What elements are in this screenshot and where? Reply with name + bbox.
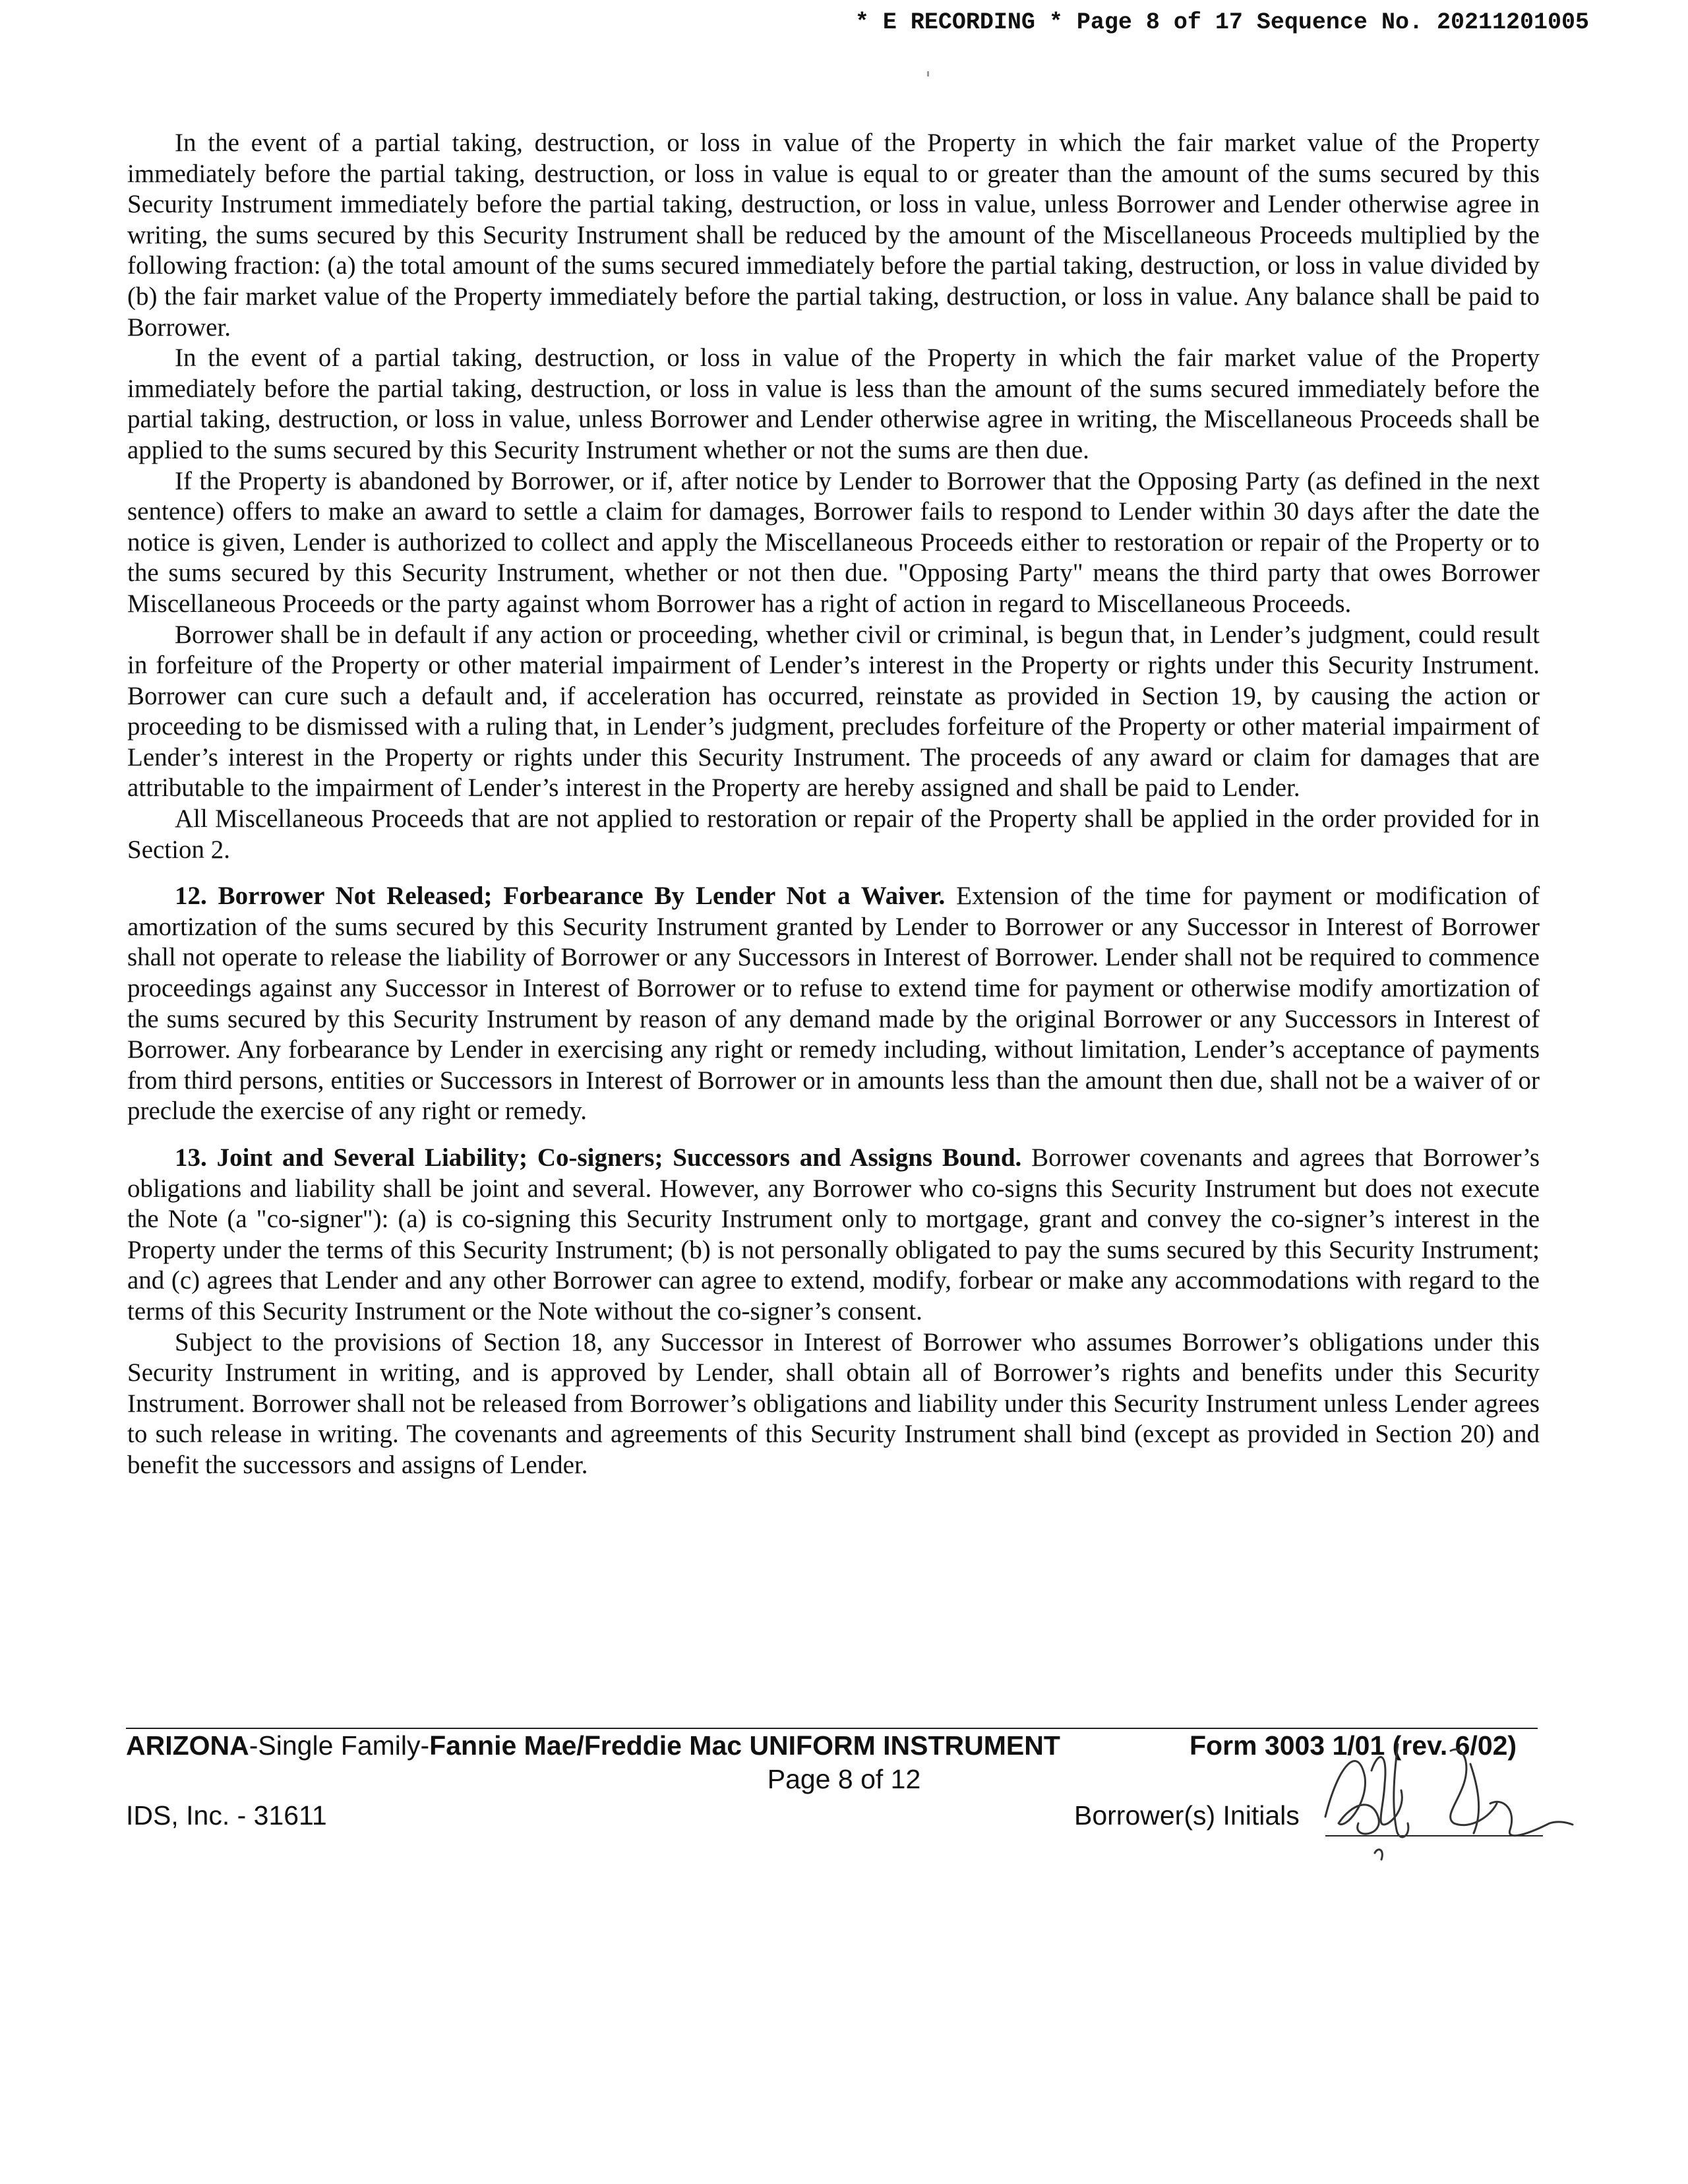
footer-family: -Single Family-	[249, 1730, 430, 1761]
paragraph-partial-taking-equal: In the event of a partial taking, destruction, or loss in value of the Property in which the fair market value of the Property immediately before the partial taking, destruction, or loss in value is equal to or greater than the amount of the sums secured by this Security Instrument immediately before the partial taking, destruction, or loss in value, unless Borrower and Lender otherwise agree in writing, the sums secured by this Security Instrument shall be reduced by the amount of the Miscellaneous Proceeds multiplied by the following fraction: (a) the total amount of the sums secured immediately before the partial taking, destruction, or loss in value divided by (b) the fair market value of the Property immediately before the partial taking, destruction, or loss in value. Any balance shall be paid to Borrower.	[127, 129, 1540, 342]
section-13	[127, 1143, 1540, 1327]
scan-mark	[927, 71, 929, 76]
footer-form-number: Form 3003 1/01 (rev. 6/02)	[1190, 1730, 1517, 1761]
initials-stroke-7	[1375, 1850, 1382, 1860]
footer-state: ARIZONA	[126, 1730, 249, 1761]
section-12	[127, 881, 1540, 1127]
footer-instrument: Fannie Mae/Freddie Mac UNIFORM INSTRUMENT	[429, 1730, 1060, 1761]
section-13-heading: 13. Joint and Several Liability; Co-signers; Successors and Assigns Bound.	[175, 1143, 1022, 1172]
footer-instrument-title	[126, 1730, 1060, 1761]
initials-stroke-6	[1490, 1802, 1573, 1835]
paragraph-abandonment: If the Property is abandoned by Borrower, or if, after notice by Lender to Borrower that the Opposing Party (as defined in the next sentence) offers to make an award to settle a claim for damages, Borrower fails to respond to Lender within 30 days after the date the notice is given, Lender is authorized to collect and apply the Miscellaneous Proceeds either to restoration or repair of the Property or to the sums secured by this Security Instrument, whether or not then due. "Opposing Party" means the third party that owes Borrower Miscellaneous Proceeds or the party against whom Borrower has a right of action in regard to Miscellaneous Proceeds.	[127, 466, 1540, 618]
section-12-body: Extension of the time for payment or modification of amortization of the sums secured by this Security Instrument granted by Lender to Borrower or any Successor in Interest of Borrower shall not operate to release the liability of Borrower or any Successors in Interest of Borrower. Lender shall not be required to commence proceedings against any Successor in Interest of Borrower or to refuse to extend time for payment or otherwise modify amortization of the sums secured by this Security Instrument by reason of any demand made by the original Borrower or any Successors in Interest of Borrower. Any forbearance by Lender in exercising any right or remedy including, without limitation, Lender’s acceptance of payments from third persons, entities or Successors in Interest of Borrower or in amounts less than the amount then due, shall not be a waiver of or preclude the exercise of any right or remedy.	[127, 882, 1540, 1126]
paragraph-default: Borrower shall be in default if any action or proceeding, whether civil or criminal, is begun that, in Lender’s judgment, could result in forfeiture of the Property or other material impairment of Lender’s interest in the Property or rights under this Security Instrument. Borrower can cure such a default and, if acceleration has occurred, reinstate as provided in Section 19, by causing the action or proceeding to be dismissed with a ruling that, in Lender’s judgment, precludes forfeiture of the Property or other material impairment of Lender’s interest in the Property or rights under this Security Instrument. The proceeds of any award or claim for damages that are attributable to the impairment of Lender’s interest in the Property are hereby assigned and shall be paid to Lender.	[127, 620, 1540, 803]
initials-stroke-2	[1372, 1757, 1402, 1825]
initials-stroke-1	[1325, 1761, 1379, 1834]
paragraph-partial-taking-less: In the event of a partial taking, destruction, or loss in value of the Property in which the fair market value of the Property immediately before the partial taking, destruction, or loss in value is less than the amount of the sums secured immediately before the partial taking, destruction, or loss in value, unless Borrower and Lender otherwise agree in writing, the Miscellaneous Proceeds shall be applied to the sums secured by this Security Instrument whether or not the sums are then due.	[127, 344, 1540, 464]
paragraph-misc-proceeds: All Miscellaneous Proceeds that are not applied to restoration or repair of the Property shall be applied in the order provided for in Section 2.	[127, 804, 1540, 864]
borrower-initials-label: Borrower(s) Initials	[1074, 1800, 1300, 1831]
handwritten-initials	[1312, 1724, 1576, 1863]
initials-stroke-4	[1451, 1749, 1497, 1825]
footer-page-number: Page 8 of 12	[767, 1764, 921, 1794]
footer-ids: IDS, Inc. - 31611	[126, 1800, 327, 1831]
paragraph-successors: Subject to the provisions of Section 18, any Successor in Interest of Borrower who assumes Borrower’s obligations under this Security Instrument in writing, and is approved by Lender, shall obtain all of Borrower’s rights and benefits under this Security Instrument. Borrower shall not be released from Borrower’s obligations and liability under this Security Instrument unless Lender agrees to such release in writing. The covenants and agreements of this Security Instrument shall bind (except as provided in Section 20) and benefit the successors and assigns of Lender.	[127, 1327, 1540, 1479]
document-body	[127, 128, 1540, 1481]
recording-header: * E RECORDING * Page 8 of 17 Sequence No. 20211201005	[855, 9, 1589, 36]
section-13-body: Borrower covenants and agrees that Borrower’s obligations and liability shall be joint and several. However, any Borrower who co-signs this Security Instrument but does not execute the Note (a "co-signer"): (a) is co-signing this Security Instrument only to mortgage, grant and convey the co-signer’s interest in the Property under the terms of this Security Instrument; (b) is not personally obligated to pay the sums secured by this Security Instrument; and (c) agrees that Lender and any other Borrower can agree to extend, modify, forbear or make any accommodations with regard to the terms of this Security Instrument or the Note without the co-signer’s consent.	[127, 1143, 1540, 1325]
section-12-heading: 12. Borrower Not Released; Forbearance By Lender Not a Waiver.	[175, 882, 946, 911]
